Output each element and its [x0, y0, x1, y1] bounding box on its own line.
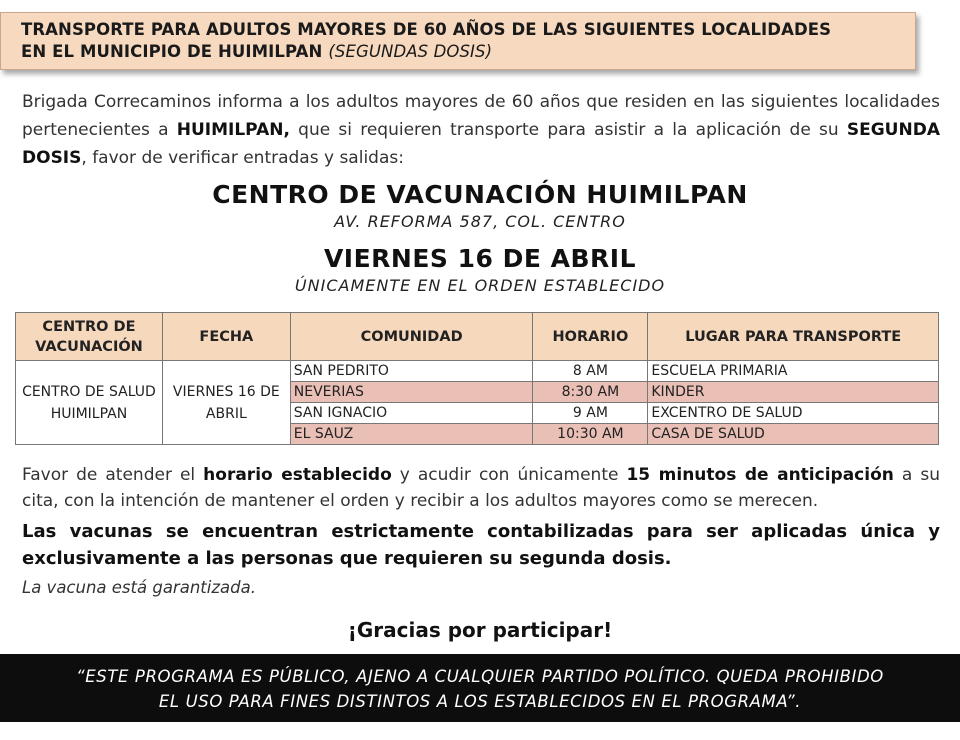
footer-line-2: EL USO PARA FINES DISTINTOS A LOS ESTABLECIDOS EN EL PROGRAMA”.	[158, 692, 802, 711]
schedule-notice	[22, 462, 940, 514]
vaccination-center-address: AV. REFORMA 587, COL. CENTRO	[334, 212, 626, 231]
table-row	[16, 361, 939, 382]
intro-paragraph	[22, 88, 940, 172]
header-banner	[0, 12, 916, 70]
header-center: CENTRO DE VACUNACIÓN	[16, 313, 163, 361]
time-cell: 8:30 AM	[533, 382, 648, 403]
intro-bold-huimilpan: HUIMILPAN,	[176, 120, 290, 140]
time-cell: 9 AM	[533, 403, 648, 424]
community-cell: SAN PEDRITO	[290, 361, 533, 382]
place-cell: EXCENTRO DE SALUD	[648, 403, 939, 424]
header-municipality: EN EL MUNICIPIO DE HUIMILPAN	[21, 42, 323, 61]
place-cell: KINDER	[648, 382, 939, 403]
header-line-1: TRANSPORTE PARA ADULTOS MAYORES DE 60 AÑOS DE LAS SIGUIENTES LOCALIDADES	[21, 20, 832, 39]
place-cell: CASA DE SALUD	[648, 424, 939, 445]
header-subtitle: (SEGUNDAS DOSIS)	[328, 42, 493, 61]
header-line-2	[21, 41, 915, 63]
header-community: COMUNIDAD	[290, 313, 533, 361]
intro-text-1: Brigada Correcaminos informa a los adultos mayores de 60 años que residen en las siguientes localidades pertenecientes a	[22, 92, 940, 140]
footer-line-1: “ESTE PROGRAMA ES PÚBLICO, AJENO A CUALQUIER PARTIDO POLÍTICO. QUEDA PROHIBIDO	[76, 667, 884, 686]
event-date: VIERNES 16 DE ABRIL	[323, 244, 637, 273]
place-cell: ESCUELA PRIMARIA	[648, 361, 939, 382]
notice-text-3: a su cita, con la intención de mantener el orden y recibir a los adultos mayores como se merecen.	[22, 465, 940, 511]
table-header-row	[16, 313, 939, 361]
intro-bold-dose: SEGUNDA DOSIS	[22, 120, 940, 168]
community-cell: EL SAUZ	[290, 424, 533, 445]
vaccine-guarantee: La vacuna está garantizada.	[22, 578, 256, 597]
notice-bold-minutes: 15 minutos de anticipación	[626, 465, 894, 485]
vaccination-center-title: CENTRO DE VACUNACIÓN HUIMILPAN	[212, 180, 748, 209]
header-transport-place: LUGAR PARA TRANSPORTE	[648, 313, 939, 361]
date-cell: VIERNES 16 DE ABRIL	[162, 361, 290, 445]
notice-text-2: y acudir con únicamente	[391, 465, 627, 485]
intro-text-2: que si requieren transporte para asistir a la aplicación de su	[289, 120, 847, 140]
notice-bold-schedule: horario establecido	[203, 465, 392, 485]
schedule-table	[15, 312, 939, 445]
notice-text-1: Favor de atender el	[22, 465, 204, 485]
header-time: HORARIO	[533, 313, 648, 361]
time-cell: 8 AM	[533, 361, 648, 382]
vaccine-warning: Las vacunas se encuentran estrictamente contabilizadas para ser aplicadas única y exclusivamente a las personas que requieren su segunda dosis.	[22, 521, 940, 569]
thanks-message: ¡Gracias por participar!	[347, 618, 613, 642]
intro-text-3: , favor de verificar entradas y salidas:	[81, 148, 404, 168]
legal-footer	[0, 654, 960, 722]
order-note: ÚNICAMENTE EN EL ORDEN ESTABLECIDO	[294, 276, 666, 295]
center-cell: CENTRO DE SALUD HUIMILPAN	[16, 361, 163, 445]
header-date: FECHA	[162, 313, 290, 361]
community-cell: SAN IGNACIO	[290, 403, 533, 424]
community-cell: NEVERIAS	[290, 382, 533, 403]
time-cell: 10:30 AM	[533, 424, 648, 445]
